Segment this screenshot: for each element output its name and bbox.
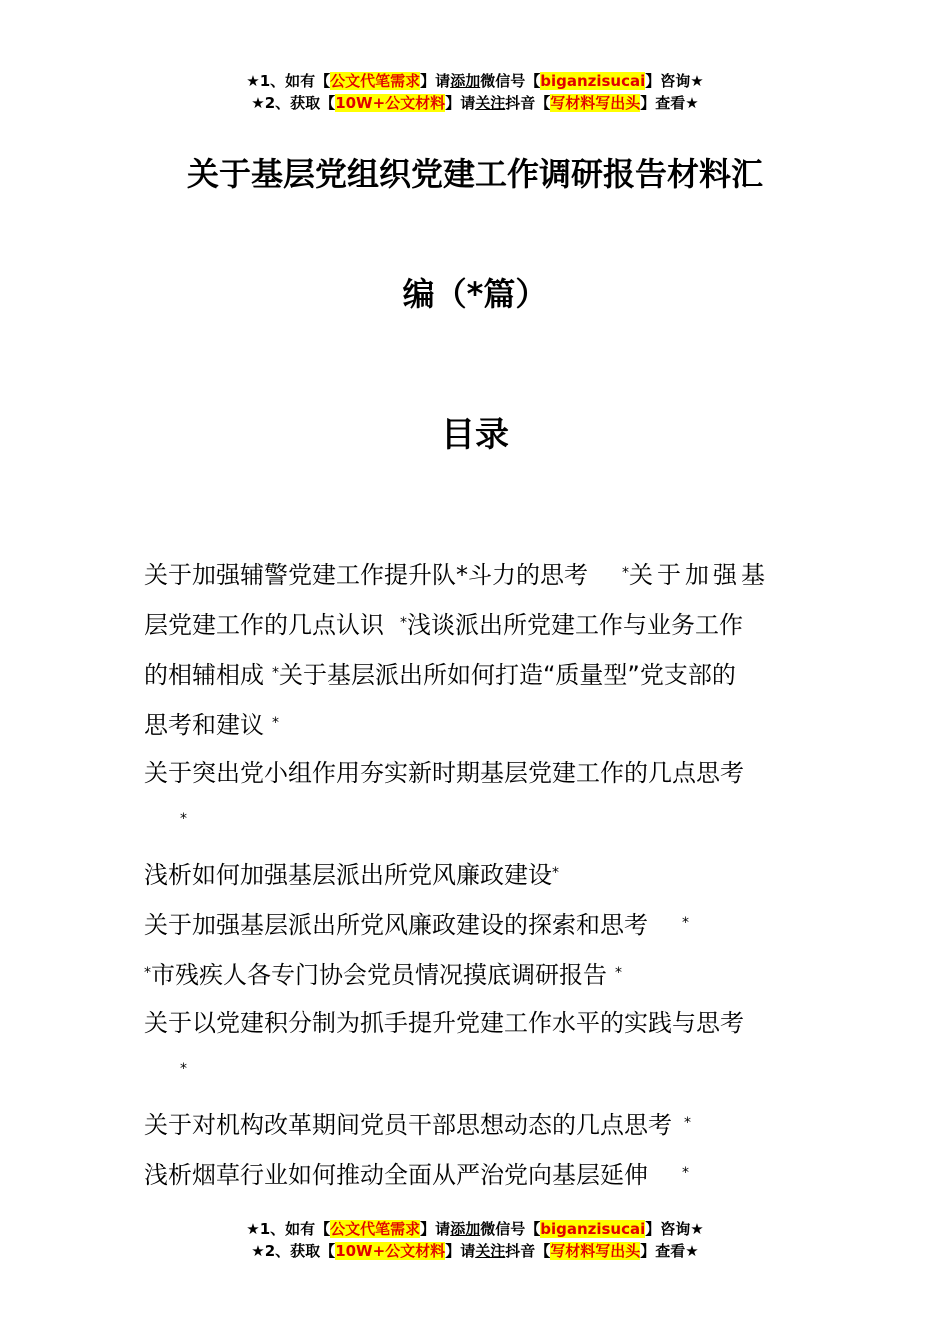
toc-marker: * (272, 665, 279, 681)
wechat-id: biganzisucai (540, 72, 646, 90)
toc-heading: 目录 (441, 415, 509, 455)
toc-line (144, 706, 279, 742)
toc-entry[interactable]: 关于加强基层派出所党风廉政建设的探索和思考 (144, 911, 648, 939)
toc-marker: * (180, 1061, 187, 1077)
banner-highlight: 10W+公文材料 (335, 1242, 446, 1260)
banner-underline-text: 关注 (475, 1242, 506, 1260)
toc-line (144, 1106, 691, 1142)
banner-line-1 (0, 70, 950, 92)
toc-entry[interactable]: 关于对机构改革期间党员干部思想动态的几点思考 (144, 1111, 672, 1139)
toc-marker: * (682, 1165, 689, 1181)
toc-entry[interactable]: 浅析烟草行业如何推动全面从严治党向基层延伸 (144, 1161, 648, 1189)
toc-marker: * (144, 965, 151, 981)
banner-highlight: 10W+公文材料 (335, 94, 446, 112)
toc-entry[interactable]: 浅析如何加强基层派出所党风廉政建设 (144, 861, 552, 889)
toc-line (180, 1052, 187, 1088)
banner-text: ★2、获取【 (251, 1242, 336, 1260)
banner-text: 】查看★ (640, 94, 699, 112)
toc-entry[interactable]: 关于加强辅警党建工作提升队*斗力的思考 (144, 561, 588, 589)
toc-marker: * (622, 565, 629, 581)
toc-marker: * (180, 811, 187, 827)
banner-text: 】请 (445, 1242, 476, 1260)
banner-line-1 (0, 1218, 950, 1240)
banner-text: ★1、如有【 (246, 72, 331, 90)
bottom-banner (0, 1218, 950, 1262)
banner-highlight: 公文代笔需求 (330, 72, 421, 90)
douyin-id: 写材料写出头 (550, 94, 641, 112)
banner-text: 微信号【 (480, 72, 541, 90)
banner-text: ★2、获取【 (251, 94, 336, 112)
document-title-line-1: 关于基层党组织党建工作调研报告材料汇 (186, 155, 763, 193)
document-title-line-2: 编（*篇） (402, 275, 548, 313)
toc-marker: * (272, 715, 279, 731)
wechat-id: biganzisucai (540, 1220, 646, 1238)
toc-marker: * (682, 915, 689, 931)
toc-entry[interactable]: 思考和建议 (144, 711, 264, 739)
douyin-id: 写材料写出头 (550, 1242, 641, 1260)
toc-line (144, 956, 622, 992)
toc-line (144, 656, 736, 692)
toc-line (144, 1156, 689, 1192)
banner-text: 抖音【 (505, 1242, 551, 1260)
toc-marker: * (552, 865, 559, 881)
banner-text: 】请 (420, 72, 451, 90)
toc-line (144, 606, 743, 642)
banner-underline-text: 添加 (450, 72, 481, 90)
banner-text: 微信号【 (480, 1220, 541, 1238)
toc-entry[interactable]: 层党建工作的几点认识 (144, 611, 384, 639)
toc-marker: * (400, 615, 407, 631)
toc-line (144, 856, 559, 892)
banner-line-2 (0, 1240, 950, 1262)
banner-text: 抖音【 (505, 94, 551, 112)
toc-entry[interactable]: 市残疾人各专门协会党员情况摸底调研报告 (151, 961, 607, 989)
toc-line (144, 756, 744, 790)
banner-text: 】咨询★ (645, 72, 704, 90)
banner-underline-text: 关注 (475, 94, 506, 112)
banner-text: 】咨询★ (645, 1220, 704, 1238)
toc-entry[interactable]: 浅谈派出所党建工作与业务工作 (407, 611, 743, 639)
top-banner (0, 70, 950, 114)
toc-entry[interactable]: 关于以党建积分制为抓手提升党建工作水平的实践与思考 (144, 1009, 744, 1037)
banner-highlight: 公文代笔需求 (330, 1220, 421, 1238)
toc-entry[interactable]: 关于加强基 (629, 561, 769, 589)
banner-line-2 (0, 92, 950, 114)
toc-marker: * (615, 965, 622, 981)
banner-text: 】请 (445, 94, 476, 112)
toc-entry[interactable]: 关于基层派出所如何打造“质量型”党支部的 (279, 661, 736, 689)
toc-line (180, 802, 187, 838)
banner-text: 】请 (420, 1220, 451, 1238)
banner-underline-text: 添加 (450, 1220, 481, 1238)
banner-text: 】查看★ (640, 1242, 699, 1260)
banner-text: ★1、如有【 (246, 1220, 331, 1238)
toc-entry[interactable]: 的相辅相成 (144, 661, 264, 689)
toc-marker: * (684, 1115, 691, 1131)
toc-line (144, 1006, 744, 1040)
toc-entry[interactable]: 关于突出党小组作用夯实新时期基层党建工作的几点思考 (144, 759, 744, 787)
toc-line (144, 906, 689, 942)
toc-line (144, 556, 769, 592)
